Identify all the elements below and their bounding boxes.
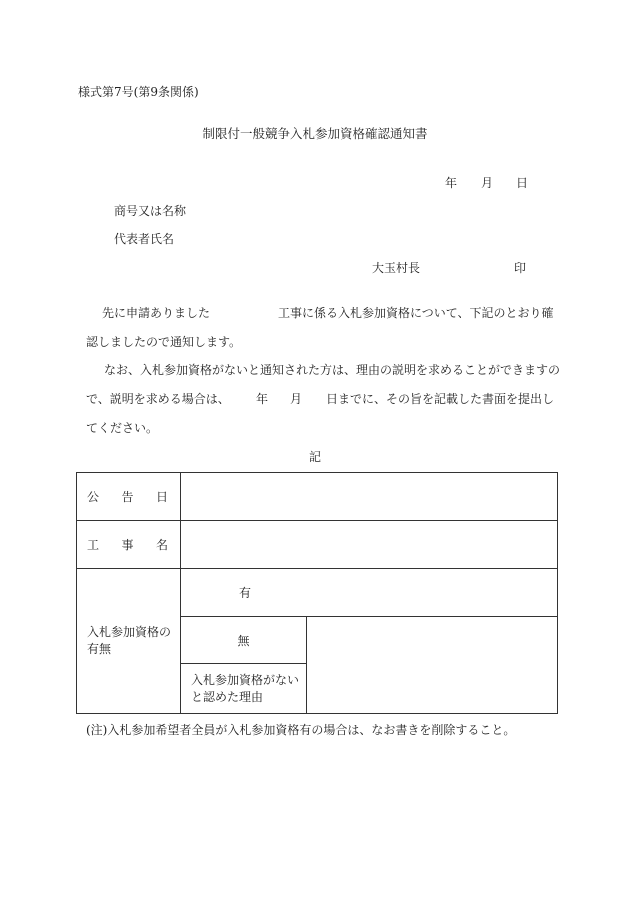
- table-row: [77, 521, 558, 569]
- label-char: 名: [155, 538, 168, 552]
- reason-label: 入札参加資格がないと認めた理由: [191, 672, 300, 704]
- label-char: 工: [87, 538, 100, 552]
- mayor-title: 大玉村長: [372, 261, 421, 275]
- label-char: 告: [121, 490, 134, 504]
- date-month-label: 月: [481, 176, 494, 190]
- body-line-4a: で、説明を求める場合は、: [86, 392, 230, 406]
- body-line-3: なお、入札参加資格がないと通知された方は、理由の説明を求めることができますの: [104, 363, 561, 377]
- eligibility-no-cell[interactable]: [181, 617, 307, 664]
- reason-value-cell[interactable]: [307, 617, 558, 714]
- body-line-4-month: 月: [290, 392, 303, 406]
- eligibility-yes-cell[interactable]: [181, 569, 558, 617]
- eligibility-no-label: 無: [237, 633, 250, 648]
- eligibility-label: 入札参加資格の有無: [87, 625, 172, 656]
- company-name-label: 商号又は名称: [114, 204, 187, 218]
- body-line-4-year: 年: [256, 392, 269, 406]
- seal-mark: 印: [514, 261, 527, 275]
- body-line-1a: 先に申請ありました: [102, 306, 211, 320]
- representative-name-label: 代表者氏名: [114, 232, 175, 246]
- details-table: [76, 472, 558, 714]
- announce-date-label-cell: [77, 473, 181, 521]
- eligibility-label-cell: [77, 569, 181, 714]
- eligibility-yes-label: 有: [239, 586, 252, 600]
- date-day-label: 日: [516, 176, 529, 190]
- table-row: [77, 569, 558, 617]
- label-char: 日: [155, 490, 168, 504]
- reason-label-cell: [181, 664, 307, 714]
- body-line-5: てください。: [86, 421, 159, 435]
- document-title: 制限付一般競争入札参加資格確認通知書: [202, 126, 428, 141]
- ki-heading: 記: [308, 450, 321, 464]
- table-row: [77, 473, 558, 521]
- body-line-4b: 日までに、その旨を記載した書面を提出し: [326, 392, 555, 406]
- body-line-2: 認しましたので通知します。: [86, 335, 242, 349]
- construction-name-value-cell[interactable]: [181, 521, 558, 569]
- date-year-label: 年: [445, 176, 458, 190]
- body-line-1b: 工事に係る入札参加資格について、下記のとおり確: [278, 306, 554, 320]
- label-char: 公: [87, 490, 100, 504]
- construction-name-label-cell: [77, 521, 181, 569]
- footnote: (注)入札参加希望者全員が入札参加資格有の場合は、なお書きを削除すること。: [86, 723, 516, 737]
- label-char: 事: [121, 538, 134, 552]
- announce-date-value-cell[interactable]: [181, 473, 558, 521]
- form-number: 様式第7号(第9条関係): [78, 85, 199, 99]
